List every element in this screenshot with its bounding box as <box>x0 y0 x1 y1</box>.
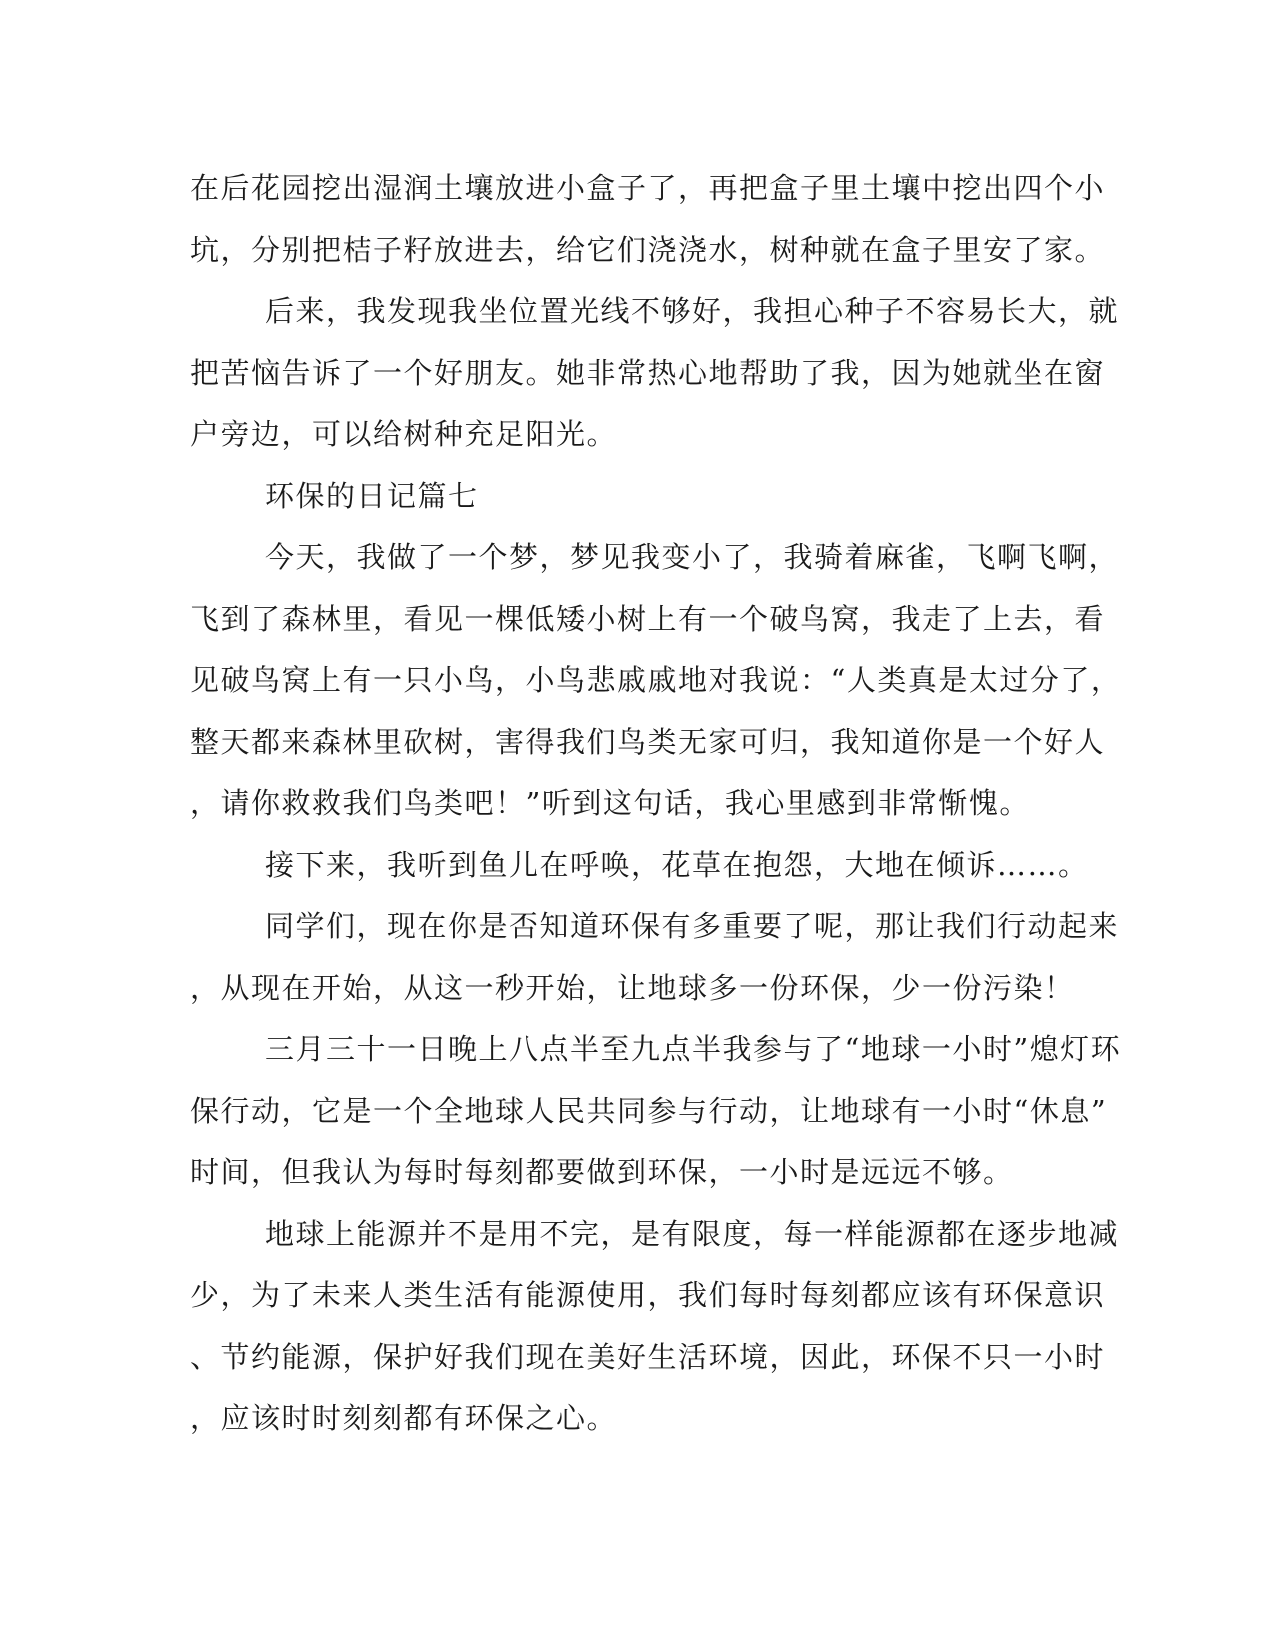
paragraph-start-line: 地球上能源并不是用不完，是有限度，每一样能源都在逐步地减 <box>265 1216 1120 1251</box>
text-line: 把苦恼告诉了一个好朋友。她非常热心地帮助了我，因为她就坐在窗 <box>190 355 1106 390</box>
paragraph-start-line: 接下来，我听到鱼儿在呼唤，花草在抱怨，大地在倾诉……。 <box>265 847 1089 882</box>
text-line: 时间，但我认为每时每刻都要做到环保，一小时是远远不够。 <box>190 1155 1014 1189</box>
text-line: 少，为了未来人类生活有能源使用，我们每时每刻都应该有环保意识 <box>190 1278 1106 1312</box>
text-line: ，从现在开始，从这一秒开始，让地球多一份环保，少一份污染！ <box>190 970 1075 1005</box>
paragraph-start-line: 三月三十一日晚上八点半至九点半我参与了“地球一小时”熄灯环 <box>265 1032 1122 1066</box>
paragraph-start-line: 同学们，现在你是否知道环保有多重要了呢，那让我们行动起来 <box>265 909 1120 943</box>
paragraph-start-line: 后来，我发现我坐位置光线不够好，我担心种子不容易长大，就 <box>265 294 1120 328</box>
text-line: 在后花园挖出湿润土壤放进小盒子了，再把盒子里土壤中挖出四个小 <box>190 171 1106 205</box>
section-heading: 环保的日记篇七 <box>265 478 479 513</box>
text-line: ，请你救救我们鸟类吧！”听到这句话，我心里感到非常惭愧。 <box>190 786 1030 820</box>
text-line: 整天都来森林里砍树，害得我们鸟类无家可归，我知道你是一个好人 <box>190 724 1106 759</box>
paragraph-start-line: 今天，我做了一个梦，梦见我变小了，我骑着麻雀，飞啊飞啊， <box>265 540 1120 574</box>
text-line: 见破鸟窝上有一只小鸟，小鸟悲戚戚地对我说：“人类真是太过分了， <box>190 663 1122 697</box>
text-line: 户旁边，可以给树种充足阳光。 <box>190 417 618 451</box>
text-line: 坑，分别把桔子籽放进去，给它们浇浇水，树种就在盒子里安了家。 <box>190 232 1106 267</box>
document-body <box>190 158 1122 1450</box>
text-line: 飞到了森林里，看见一棵低矮小树上有一个破鸟窝，我走了上去，看 <box>190 601 1106 636</box>
text-line: 、节约能源，保护好我们现在美好生活环境，因此，环保不只一小时 <box>190 1339 1106 1374</box>
text-line: ，应该时时刻刻都有环保之心。 <box>190 1401 618 1435</box>
text-line: 保行动，它是一个全地球人民共同参与行动，让地球有一小时“休息” <box>190 1093 1108 1128</box>
